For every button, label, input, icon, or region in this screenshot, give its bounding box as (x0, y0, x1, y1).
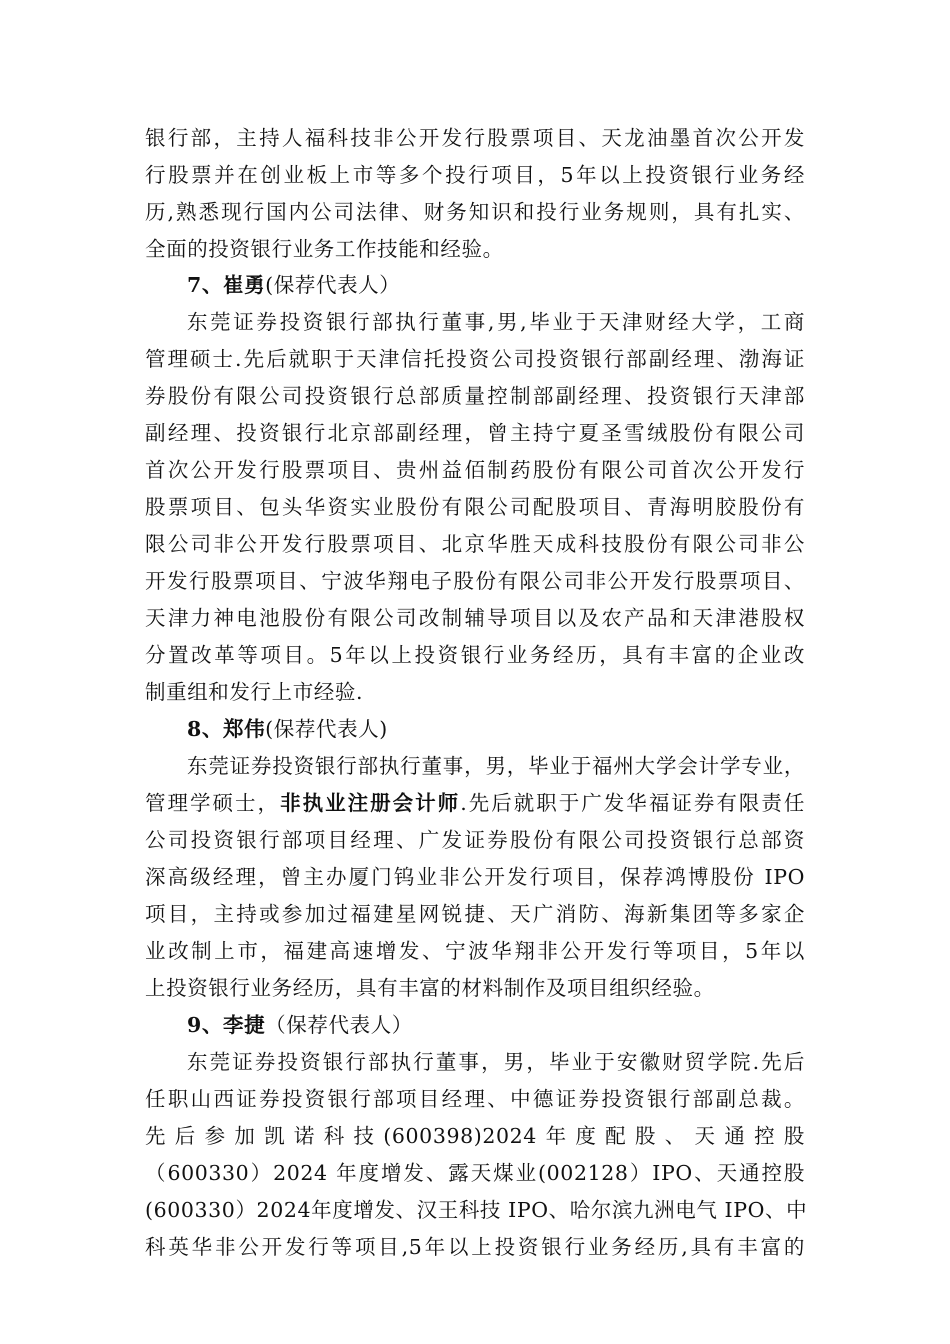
text-line: 行股票并在创业板上市等多个投行项目，5年以上投资银行业务经 (145, 163, 805, 187)
text-line: 全面的投资银行业务工作技能和经验。 (145, 237, 504, 261)
text-line: 股票项目、包头华资实业股份有限公司配股项目、青海明胶股份有 (145, 495, 805, 519)
text-line: 首次公开发行股票项目、贵州益佰制药股份有限公司首次公开发行 (145, 458, 805, 482)
text-line: 天津力神电池股份有限公司改制辅导项目以及农产品和天津港股权 (145, 606, 805, 630)
text-line: 开发行股票项目、宁波华翔电子股份有限公司非公开发行股票项目、 (145, 569, 805, 593)
text-line: 东莞证券投资银行部执行董事,男,毕业于天津财经大学，工商 (187, 310, 805, 334)
text-line: 东莞证券投资银行部执行董事，男，毕业于安徽财贸学院.先后 (187, 1050, 805, 1074)
text-line: 上投资银行业务经历，具有丰富的材料制作及项目组织经验。 (145, 976, 715, 1000)
person-name: 郑伟 (222, 717, 266, 741)
text-line: (600330）2024年度增发、汉王科技 IPO、哈尔滨九洲电气 IPO、中 (145, 1198, 808, 1222)
text-segment: .先后就职于广发华福证券有限责任 (460, 791, 805, 815)
text-line: 银行部，主持人福科技非公开发行股票项目、天龙油墨首次公开发 (145, 126, 805, 150)
text-line: 副经理、投资银行北京部副经理，曾主持宁夏圣雪绒股份有限公司 (145, 421, 805, 445)
person-heading (187, 270, 805, 300)
text-line (145, 788, 805, 818)
text-line: 业改制上市，福建高速增发、宁波华翔非公开发行等项目，5年以 (145, 939, 805, 963)
text-segment: 管理学硕士， (145, 791, 281, 815)
person-name: 崔勇 (222, 273, 266, 297)
text-line: 项目，主持或参加过福建星网锐捷、天广消防、海新集团等多家企 (145, 902, 805, 926)
text-line: 管理硕士.先后就职于天津信托投资公司投资银行部副经理、渤海证 (145, 347, 805, 371)
text-line: （600330）2024 年度增发、露天煤业(002128）IPO、天通控股 (145, 1161, 805, 1185)
person-role: (保荐代表人) (265, 717, 388, 741)
text-line: 历,熟悉现行国内公司法律、财务知识和投行业务规则，具有扎实、 (145, 200, 805, 224)
text-line: 科英华非公开发行等项目,5年以上投资银行业务经历,具有丰富的 (145, 1235, 805, 1259)
text-line: 券股份有限公司投资银行总部质量控制部副经理、投资银行天津部 (145, 384, 805, 408)
text-line: 任职山西证券投资银行部项目经理、中德证券投资银行部副总裁。 (145, 1087, 805, 1111)
person-heading (187, 1010, 805, 1040)
bold-text-segment: 非执业注册会计师 (280, 791, 461, 815)
person-role: (保荐代表人） (265, 273, 401, 297)
text-line: 东莞证券投资银行部执行董事，男，毕业于福州大学会计学专业， (187, 754, 805, 778)
text-line: 深高级经理，曾主办厦门钨业非公开发行项目，保荐鸿博股份 IPO (145, 865, 805, 889)
person-name: 李捷 (222, 1013, 266, 1037)
person-role: （保荐代表人） (265, 1013, 413, 1037)
text-line: 先后参加凯诺科技(600398)2024年度配股、天通控股 (145, 1124, 805, 1148)
person-number: 7、 (187, 273, 223, 297)
text-line: 分置改革等项目。5年以上投资银行业务经历，具有丰富的企业改 (145, 643, 805, 667)
text-line: 公司投资银行部项目经理、广发证券股份有限公司投资银行总部资 (145, 828, 805, 852)
person-heading (187, 714, 805, 744)
person-number: 8、 (187, 717, 223, 741)
text-line: 制重组和发行上市经验. (145, 680, 364, 704)
text-line: 限公司非公开发行股票项目、北京华胜天成科技股份有限公司非公 (145, 532, 805, 556)
person-number: 9、 (187, 1013, 223, 1037)
